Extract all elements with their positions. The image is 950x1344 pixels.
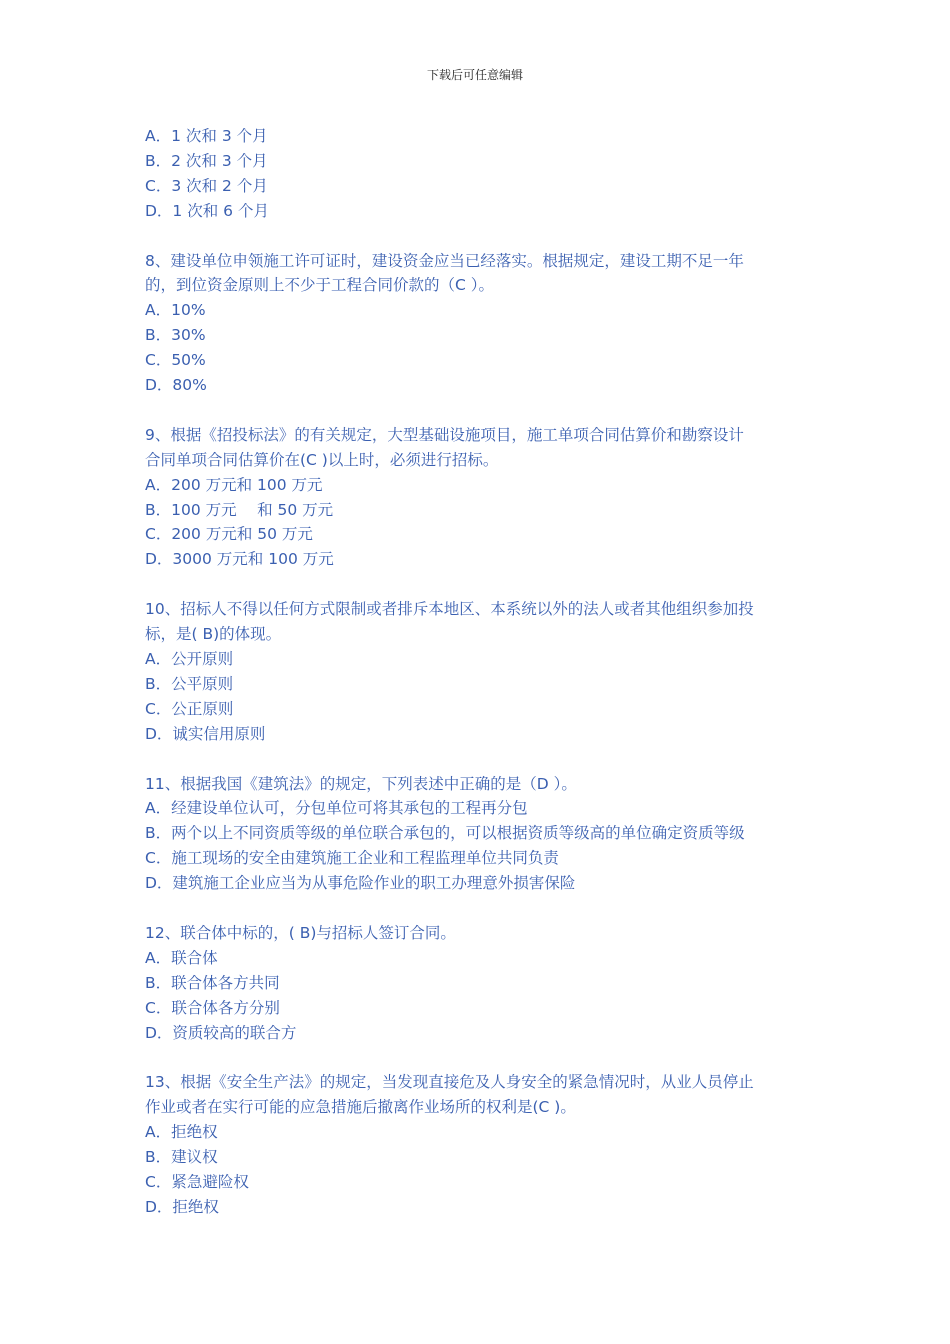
option-c: C．联合体各方分别 <box>145 998 280 1017</box>
question-text-line: 的，到位资金原则上不少于工程合同价款的（C ）。 <box>145 276 495 295</box>
question-text-line: 标，是( B)的体现。 <box>145 625 282 644</box>
question-10 <box>145 597 815 746</box>
option-d: D．拒绝权 <box>145 1197 219 1216</box>
option-c: C．200 万元和 50 万元 <box>145 525 313 544</box>
document-body <box>145 124 815 1245</box>
option-d: D．资质较高的联合方 <box>145 1023 297 1042</box>
option-a: A．经建设单位认可，分包单位可将其承包的工程再分包 <box>145 799 528 818</box>
option-a: A．1 次和 3 个月 <box>145 127 268 145</box>
option-b: B．2 次和 3 个月 <box>145 151 268 170</box>
option-a: A．200 万元和 100 万元 <box>145 475 323 494</box>
option-b: B．30% <box>145 326 206 345</box>
option-b: B．两个以上不同资质等级的单位联合承包的，可以根据资质等级高的单位确定资质等级 <box>145 824 745 843</box>
question-text-line: 12、联合体中标的，( B)与招标人签订合同。 <box>145 923 456 942</box>
option-b: B．公平原则 <box>145 674 234 693</box>
question-text-line: 8、建设单位申领施工许可证时，建设资金应当已经落实。根据规定，建设工期不足一年 <box>145 251 744 270</box>
option-a: A．10% <box>145 301 206 320</box>
question-13 <box>145 1070 815 1219</box>
question-text-line: 11、根据我国《建筑法》的规定，下列表述中正确的是（D ）。 <box>145 774 577 793</box>
question-text-line: 作业或者在实行可能的应急措施后撤离作业场所的权利是(C )。 <box>145 1098 576 1117</box>
option-c: C．3 次和 2 个月 <box>145 176 268 195</box>
question-text-line: 10、招标人不得以任何方式限制或者排斥本地区、本系统以外的法人或者其他组织参加投 <box>145 600 754 619</box>
option-d: D．80% <box>145 376 207 395</box>
option-d: D．3000 万元和 100 万元 <box>145 550 334 569</box>
option-b: B．联合体各方共同 <box>145 973 280 992</box>
option-a: A．公开原则 <box>145 649 234 668</box>
question-9 <box>145 423 815 572</box>
option-c: C．施工现场的安全由建筑施工企业和工程监理单位共同负责 <box>145 849 559 868</box>
option-b: B．建议权 <box>145 1148 218 1167</box>
question-8 <box>145 249 815 398</box>
question-11 <box>145 772 815 897</box>
option-c: C．50% <box>145 351 206 370</box>
page-header: 下载后可任意编辑 <box>426 68 523 82</box>
option-c: C．紧急避险权 <box>145 1172 249 1191</box>
option-c: C．公正原则 <box>145 699 234 718</box>
option-d: D．建筑施工企业应当为从事危险作业的职工办理意外损害保险 <box>145 874 576 893</box>
question-7-options <box>145 124 815 224</box>
question-12 <box>145 921 815 1046</box>
question-text-line: 合同单项合同估算价在(C )以上时，必须进行招标。 <box>145 450 499 469</box>
question-text-line: 9、根据《招投标法》的有关规定，大型基础设施项目，施工单项合同估算价和勘察设计 <box>145 425 744 444</box>
option-a: A．联合体 <box>145 948 218 967</box>
option-d: D．1 次和 6 个月 <box>145 201 269 220</box>
option-b: B．100 万元 和 50 万元 <box>145 500 334 519</box>
question-text-line: 13、根据《安全生产法》的规定，当发现直接危及人身安全的紧急情况时，从业人员停止 <box>145 1073 754 1092</box>
option-a: A．拒绝权 <box>145 1123 218 1142</box>
option-d: D．诚实信用原则 <box>145 724 266 743</box>
